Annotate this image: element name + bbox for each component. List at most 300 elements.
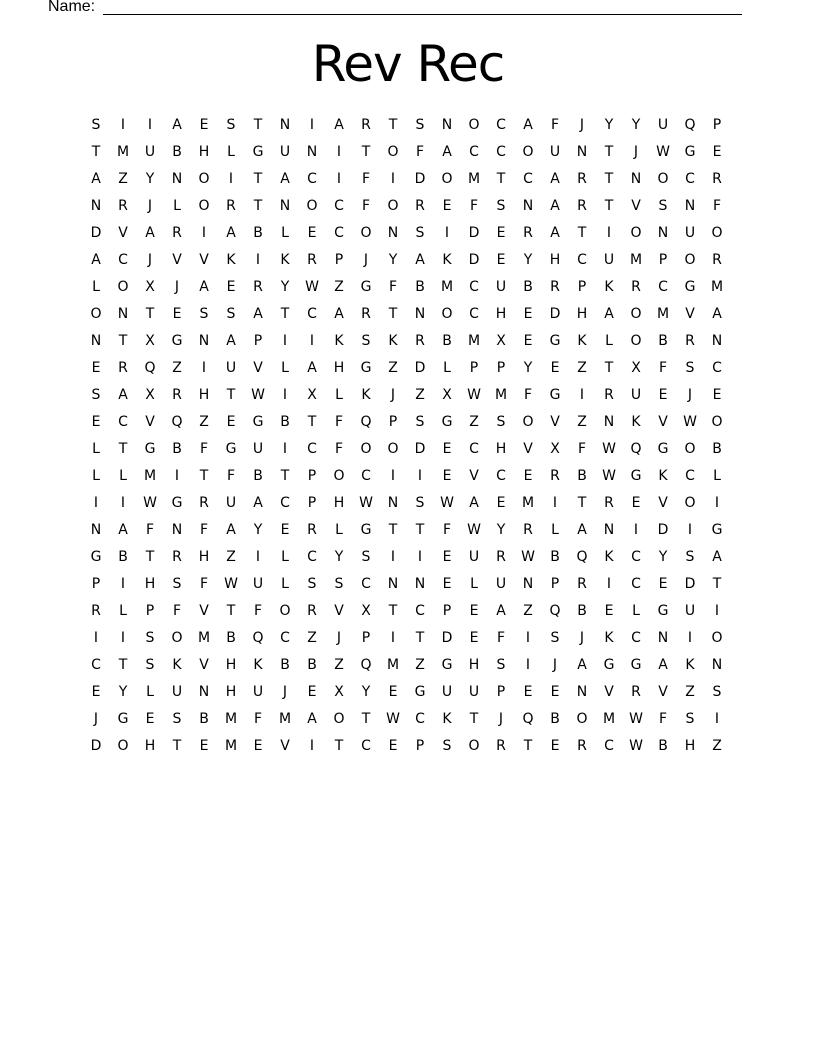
grid-letter[interactable]: F (199, 576, 209, 592)
grid-letter[interactable]: L (281, 576, 289, 592)
grid-letter[interactable]: V (523, 441, 533, 457)
grid-letter[interactable]: D (90, 738, 102, 754)
grid-letter[interactable]: J (390, 387, 396, 403)
grid-letter[interactable]: J (147, 252, 153, 268)
grid-letter[interactable]: C (631, 549, 641, 565)
grid-letter[interactable]: H (333, 495, 345, 511)
grid-letter[interactable]: K (361, 387, 371, 403)
grid-letter[interactable]: A (307, 360, 317, 376)
grid-letter[interactable]: U (144, 144, 156, 160)
grid-letter[interactable]: L (281, 225, 289, 241)
grid-letter[interactable]: E (523, 684, 533, 700)
grid-letter[interactable]: T (604, 171, 614, 187)
grid-letter[interactable]: H (333, 360, 345, 376)
grid-letter[interactable]: L (92, 441, 100, 457)
grid-letter[interactable]: N (387, 495, 399, 511)
grid-letter[interactable]: C (307, 441, 317, 457)
grid-letter[interactable]: A (253, 495, 263, 511)
grid-letter[interactable]: O (630, 225, 642, 241)
grid-letter[interactable]: E (469, 630, 479, 646)
grid-letter[interactable]: O (522, 144, 534, 160)
grid-letter[interactable]: Z (334, 657, 344, 673)
grid-letter[interactable]: D (468, 225, 480, 241)
grid-letter[interactable]: R (172, 387, 182, 403)
grid-letter[interactable]: A (658, 657, 668, 673)
grid-letter[interactable]: W (602, 441, 616, 457)
grid-letter[interactable]: Q (144, 360, 156, 376)
grid-letter[interactable]: P (307, 468, 317, 484)
grid-letter[interactable]: I (255, 252, 261, 268)
grid-letter[interactable]: C (577, 252, 587, 268)
grid-letter[interactable]: E (496, 252, 506, 268)
grid-letter[interactable]: O (468, 738, 480, 754)
grid-letter[interactable]: N (711, 333, 723, 349)
grid-letter[interactable]: T (604, 144, 614, 160)
grid-letter[interactable]: H (198, 387, 210, 403)
grid-letter[interactable]: E (307, 225, 317, 241)
grid-letter[interactable]: N (630, 171, 642, 187)
grid-letter[interactable]: L (173, 198, 181, 214)
grid-letter[interactable]: O (441, 306, 453, 322)
grid-letter[interactable]: L (335, 387, 343, 403)
grid-letter[interactable]: Y (253, 522, 263, 538)
grid-letter[interactable]: I (606, 225, 612, 241)
grid-letter[interactable]: Z (685, 684, 695, 700)
grid-letter[interactable]: Q (522, 711, 534, 727)
grid-letter[interactable]: T (199, 468, 209, 484)
grid-letter[interactable]: V (469, 468, 479, 484)
grid-letter[interactable]: E (307, 684, 317, 700)
grid-letter[interactable]: I (174, 468, 180, 484)
grid-letter[interactable]: F (712, 198, 722, 214)
grid-letter[interactable]: R (199, 495, 209, 511)
grid-letter[interactable]: L (443, 360, 451, 376)
grid-letter[interactable]: R (604, 495, 614, 511)
grid-letter[interactable]: I (282, 333, 288, 349)
grid-letter[interactable]: N (522, 576, 534, 592)
grid-letter[interactable]: V (685, 306, 695, 322)
grid-letter[interactable]: I (282, 441, 288, 457)
grid-letter[interactable]: T (253, 198, 263, 214)
grid-letter[interactable]: Q (576, 549, 588, 565)
grid-letter[interactable]: G (252, 414, 264, 430)
grid-letter[interactable]: H (576, 306, 588, 322)
grid-letter[interactable]: J (579, 630, 585, 646)
grid-letter[interactable]: K (280, 252, 290, 268)
grid-letter[interactable]: A (577, 657, 587, 673)
grid-letter[interactable]: N (387, 576, 399, 592)
grid-letter[interactable]: I (714, 495, 720, 511)
grid-letter[interactable]: E (550, 684, 560, 700)
grid-letter[interactable]: H (684, 738, 696, 754)
grid-letter[interactable]: N (603, 522, 615, 538)
grid-letter[interactable]: G (684, 279, 696, 295)
grid-letter[interactable]: I (390, 171, 396, 187)
grid-letter[interactable]: H (549, 252, 561, 268)
grid-letter[interactable]: E (145, 711, 155, 727)
grid-letter[interactable]: E (199, 738, 209, 754)
grid-letter[interactable]: A (226, 522, 236, 538)
grid-letter[interactable]: B (172, 441, 182, 457)
grid-letter[interactable]: K (658, 468, 668, 484)
grid-letter[interactable]: Z (415, 387, 425, 403)
grid-letter[interactable]: G (630, 657, 642, 673)
grid-letter[interactable]: A (226, 225, 236, 241)
grid-letter[interactable]: U (468, 549, 480, 565)
grid-letter[interactable]: R (226, 198, 236, 214)
grid-letter[interactable]: F (226, 468, 236, 484)
grid-letter[interactable]: K (253, 657, 263, 673)
grid-letter[interactable]: P (253, 333, 263, 349)
grid-letter[interactable]: T (577, 495, 587, 511)
grid-letter[interactable]: A (253, 306, 263, 322)
grid-letter[interactable]: T (118, 657, 128, 673)
grid-letter[interactable]: V (199, 252, 209, 268)
grid-letter[interactable]: H (144, 738, 156, 754)
grid-letter[interactable]: J (552, 657, 558, 673)
grid-letter[interactable]: I (201, 225, 207, 241)
grid-letter[interactable]: F (469, 198, 479, 214)
grid-letter[interactable]: J (93, 711, 99, 727)
grid-letter[interactable]: Q (171, 414, 183, 430)
grid-letter[interactable]: R (415, 198, 425, 214)
grid-letter[interactable]: S (496, 414, 506, 430)
grid-letter[interactable]: V (658, 414, 668, 430)
grid-letter[interactable]: K (442, 711, 452, 727)
grid-letter[interactable]: O (468, 117, 480, 133)
grid-letter[interactable]: O (90, 306, 102, 322)
grid-letter[interactable]: T (145, 306, 155, 322)
grid-letter[interactable]: A (496, 603, 506, 619)
grid-letter[interactable]: O (117, 738, 129, 754)
grid-letter[interactable]: F (253, 711, 263, 727)
grid-letter[interactable]: Z (712, 738, 722, 754)
grid-letter[interactable]: E (469, 603, 479, 619)
grid-letter[interactable]: M (602, 711, 616, 727)
grid-letter[interactable]: S (415, 117, 425, 133)
grid-letter[interactable]: W (224, 576, 238, 592)
grid-letter[interactable]: Y (604, 117, 614, 133)
grid-letter[interactable]: R (253, 279, 263, 295)
grid-letter[interactable]: L (632, 603, 640, 619)
grid-letter[interactable]: F (361, 198, 371, 214)
grid-letter[interactable]: E (91, 360, 101, 376)
grid-letter[interactable]: E (604, 603, 614, 619)
grid-letter[interactable]: I (525, 630, 531, 646)
grid-letter[interactable]: O (522, 414, 534, 430)
grid-letter[interactable]: S (307, 576, 317, 592)
grid-letter[interactable]: T (307, 414, 317, 430)
grid-letter[interactable]: S (415, 414, 425, 430)
grid-letter[interactable]: W (656, 144, 670, 160)
grid-letter[interactable]: H (495, 441, 507, 457)
grid-letter[interactable]: A (415, 252, 425, 268)
grid-letter[interactable]: U (549, 144, 561, 160)
grid-letter[interactable]: F (334, 441, 344, 457)
grid-letter[interactable]: B (523, 279, 533, 295)
grid-letter[interactable]: I (147, 117, 153, 133)
grid-letter[interactable]: N (306, 144, 318, 160)
grid-letter[interactable]: G (144, 441, 156, 457)
grid-letter[interactable]: D (468, 252, 480, 268)
grid-letter[interactable]: V (334, 603, 344, 619)
grid-letter[interactable]: R (91, 603, 101, 619)
grid-letter[interactable]: V (658, 684, 668, 700)
grid-letter[interactable]: O (333, 468, 345, 484)
grid-letter[interactable]: W (467, 522, 481, 538)
grid-letter[interactable]: I (309, 738, 315, 754)
grid-letter[interactable]: T (253, 117, 263, 133)
grid-letter[interactable]: P (496, 360, 506, 376)
grid-letter[interactable]: I (390, 549, 396, 565)
grid-letter[interactable]: E (712, 387, 722, 403)
grid-letter[interactable]: T (172, 738, 182, 754)
grid-letter[interactable]: S (442, 738, 452, 754)
grid-letter[interactable]: S (550, 630, 560, 646)
grid-letter[interactable]: E (496, 225, 506, 241)
grid-letter[interactable]: P (91, 576, 101, 592)
grid-letter[interactable]: D (684, 576, 696, 592)
grid-letter[interactable]: T (280, 468, 290, 484)
grid-letter[interactable]: S (172, 576, 182, 592)
grid-letter[interactable]: P (145, 603, 155, 619)
grid-letter[interactable]: K (604, 630, 614, 646)
grid-letter[interactable]: Y (334, 549, 344, 565)
grid-letter[interactable]: V (604, 684, 614, 700)
grid-letter[interactable]: U (468, 684, 480, 700)
grid-letter[interactable]: U (603, 252, 615, 268)
grid-letter[interactable]: M (467, 333, 481, 349)
grid-letter[interactable]: E (658, 387, 668, 403)
grid-letter[interactable]: O (360, 225, 372, 241)
grid-letter[interactable]: B (712, 441, 722, 457)
grid-letter[interactable]: C (307, 549, 317, 565)
grid-letter[interactable]: C (523, 171, 533, 187)
grid-letter[interactable]: F (523, 387, 533, 403)
grid-letter[interactable]: C (469, 279, 479, 295)
grid-letter[interactable]: E (253, 738, 263, 754)
grid-letter[interactable]: S (415, 495, 425, 511)
grid-letter[interactable]: B (172, 144, 182, 160)
grid-letter[interactable]: N (414, 576, 426, 592)
grid-letter[interactable]: M (143, 468, 157, 484)
grid-letter[interactable]: I (93, 495, 99, 511)
grid-letter[interactable]: E (388, 738, 398, 754)
grid-letter[interactable]: O (117, 279, 129, 295)
grid-letter[interactable]: I (120, 117, 126, 133)
grid-letter[interactable]: C (334, 198, 344, 214)
grid-letter[interactable]: B (280, 414, 290, 430)
grid-letter[interactable]: G (657, 441, 669, 457)
grid-letter[interactable]: S (145, 630, 155, 646)
grid-letter[interactable]: B (253, 225, 263, 241)
grid-letter[interactable]: C (604, 738, 614, 754)
grid-letter[interactable]: B (118, 549, 128, 565)
grid-letter[interactable]: E (91, 684, 101, 700)
grid-letter[interactable]: V (199, 603, 209, 619)
grid-letter[interactable]: A (280, 171, 290, 187)
grid-letter[interactable]: T (91, 144, 101, 160)
grid-letter[interactable]: H (198, 144, 210, 160)
grid-letter[interactable]: X (361, 603, 371, 619)
grid-letter[interactable]: C (361, 576, 371, 592)
grid-letter[interactable]: O (630, 333, 642, 349)
grid-letter[interactable]: T (226, 603, 236, 619)
grid-letter[interactable]: G (414, 684, 426, 700)
grid-letter[interactable]: P (415, 738, 425, 754)
grid-letter[interactable]: Y (658, 549, 668, 565)
grid-letter[interactable]: I (93, 630, 99, 646)
grid-letter[interactable]: O (360, 441, 372, 457)
grid-letter[interactable]: K (577, 333, 587, 349)
grid-letter[interactable]: I (444, 225, 450, 241)
grid-letter[interactable]: G (441, 414, 453, 430)
grid-letter[interactable]: R (361, 117, 371, 133)
grid-letter[interactable]: C (685, 171, 695, 187)
grid-letter[interactable]: G (657, 603, 669, 619)
grid-letter[interactable]: X (334, 684, 344, 700)
grid-letter[interactable]: W (629, 711, 643, 727)
grid-letter[interactable]: B (199, 711, 209, 727)
grid-letter[interactable]: N (711, 657, 723, 673)
grid-letter[interactable]: F (496, 630, 506, 646)
grid-letter[interactable]: W (143, 495, 157, 511)
grid-letter[interactable]: K (172, 657, 182, 673)
grid-letter[interactable]: S (685, 360, 695, 376)
grid-letter[interactable]: L (119, 603, 127, 619)
grid-letter[interactable]: H (225, 657, 237, 673)
grid-letter[interactable]: F (550, 117, 560, 133)
grid-letter[interactable]: F (253, 603, 263, 619)
grid-letter[interactable]: U (252, 441, 264, 457)
grid-letter[interactable]: G (549, 333, 561, 349)
grid-letter[interactable]: D (441, 630, 453, 646)
grid-letter[interactable]: Z (388, 360, 398, 376)
grid-letter[interactable]: K (631, 414, 641, 430)
grid-letter[interactable]: I (336, 144, 342, 160)
grid-letter[interactable]: A (550, 198, 560, 214)
grid-letter[interactable]: P (307, 495, 317, 511)
grid-letter[interactable]: F (361, 171, 371, 187)
grid-letter[interactable]: B (577, 603, 587, 619)
grid-letter[interactable]: N (414, 306, 426, 322)
grid-letter[interactable]: G (360, 360, 372, 376)
grid-letter[interactable]: V (280, 738, 290, 754)
grid-letter[interactable]: X (631, 360, 641, 376)
grid-letter[interactable]: B (577, 468, 587, 484)
grid-letter[interactable]: S (91, 387, 101, 403)
grid-letter[interactable]: U (630, 387, 642, 403)
grid-letter[interactable]: C (334, 225, 344, 241)
grid-letter[interactable]: N (441, 117, 453, 133)
grid-letter[interactable]: E (226, 414, 236, 430)
grid-letter[interactable]: E (712, 144, 722, 160)
grid-letter[interactable]: G (90, 549, 102, 565)
grid-letter[interactable]: L (470, 576, 478, 592)
grid-letter[interactable]: M (440, 279, 454, 295)
grid-letter[interactable]: M (521, 495, 535, 511)
grid-letter[interactable]: U (495, 279, 507, 295)
grid-letter[interactable]: Q (549, 603, 561, 619)
grid-letter[interactable]: O (684, 495, 696, 511)
grid-letter[interactable]: Q (360, 414, 372, 430)
grid-letter[interactable]: B (550, 711, 560, 727)
grid-letter[interactable]: L (146, 684, 154, 700)
grid-letter[interactable]: N (387, 225, 399, 241)
grid-letter[interactable]: M (494, 387, 508, 403)
grid-letter[interactable]: R (307, 522, 317, 538)
grid-letter[interactable]: P (388, 414, 398, 430)
grid-letter[interactable]: P (496, 684, 506, 700)
grid-letter[interactable]: T (361, 711, 371, 727)
grid-letter[interactable]: G (441, 657, 453, 673)
grid-letter[interactable]: C (361, 468, 371, 484)
grid-letter[interactable]: Y (361, 684, 371, 700)
grid-letter[interactable]: G (711, 522, 723, 538)
grid-letter[interactable]: O (387, 144, 399, 160)
grid-letter[interactable]: Y (388, 252, 398, 268)
grid-letter[interactable]: C (469, 441, 479, 457)
grid-letter[interactable]: S (496, 198, 506, 214)
grid-letter[interactable]: W (602, 468, 616, 484)
grid-letter[interactable]: P (442, 603, 452, 619)
grid-letter[interactable]: O (657, 171, 669, 187)
grid-letter[interactable]: N (279, 198, 291, 214)
grid-letter[interactable]: B (658, 333, 668, 349)
grid-letter[interactable]: F (577, 441, 587, 457)
grid-letter[interactable]: I (633, 522, 639, 538)
grid-letter[interactable]: A (550, 225, 560, 241)
grid-letter[interactable]: P (577, 279, 587, 295)
grid-letter[interactable]: S (496, 657, 506, 673)
grid-letter[interactable]: Y (145, 171, 155, 187)
grid-letter[interactable]: R (604, 387, 614, 403)
grid-letter[interactable]: V (145, 414, 155, 430)
grid-letter[interactable]: T (280, 306, 290, 322)
grid-letter[interactable]: A (334, 306, 344, 322)
grid-letter[interactable]: R (523, 225, 533, 241)
grid-letter[interactable]: O (198, 198, 210, 214)
grid-letter[interactable]: O (711, 414, 723, 430)
grid-letter[interactable]: X (145, 387, 155, 403)
grid-letter[interactable]: E (172, 306, 182, 322)
grid-letter[interactable]: G (360, 522, 372, 538)
grid-letter[interactable]: T (226, 387, 236, 403)
grid-letter[interactable]: F (388, 279, 398, 295)
grid-letter[interactable]: C (280, 630, 290, 646)
grid-letter[interactable]: K (226, 252, 236, 268)
grid-letter[interactable]: M (197, 630, 211, 646)
grid-letter[interactable]: N (90, 333, 102, 349)
grid-letter[interactable]: I (579, 387, 585, 403)
grid-letter[interactable]: Z (469, 414, 479, 430)
grid-letter[interactable]: L (227, 144, 235, 160)
grid-letter[interactable]: S (199, 306, 209, 322)
grid-letter[interactable]: I (309, 117, 315, 133)
grid-letter[interactable]: F (442, 522, 452, 538)
grid-letter[interactable]: L (92, 468, 100, 484)
grid-letter[interactable]: T (577, 225, 587, 241)
grid-letter[interactable]: D (414, 171, 426, 187)
grid-letter[interactable]: I (309, 333, 315, 349)
grid-letter[interactable]: X (496, 333, 506, 349)
grid-letter[interactable]: I (390, 468, 396, 484)
grid-letter[interactable]: Z (577, 360, 587, 376)
grid-letter[interactable]: T (604, 198, 614, 214)
grid-letter[interactable]: N (576, 684, 588, 700)
grid-letter[interactable]: T (388, 117, 398, 133)
grid-letter[interactable]: O (441, 171, 453, 187)
